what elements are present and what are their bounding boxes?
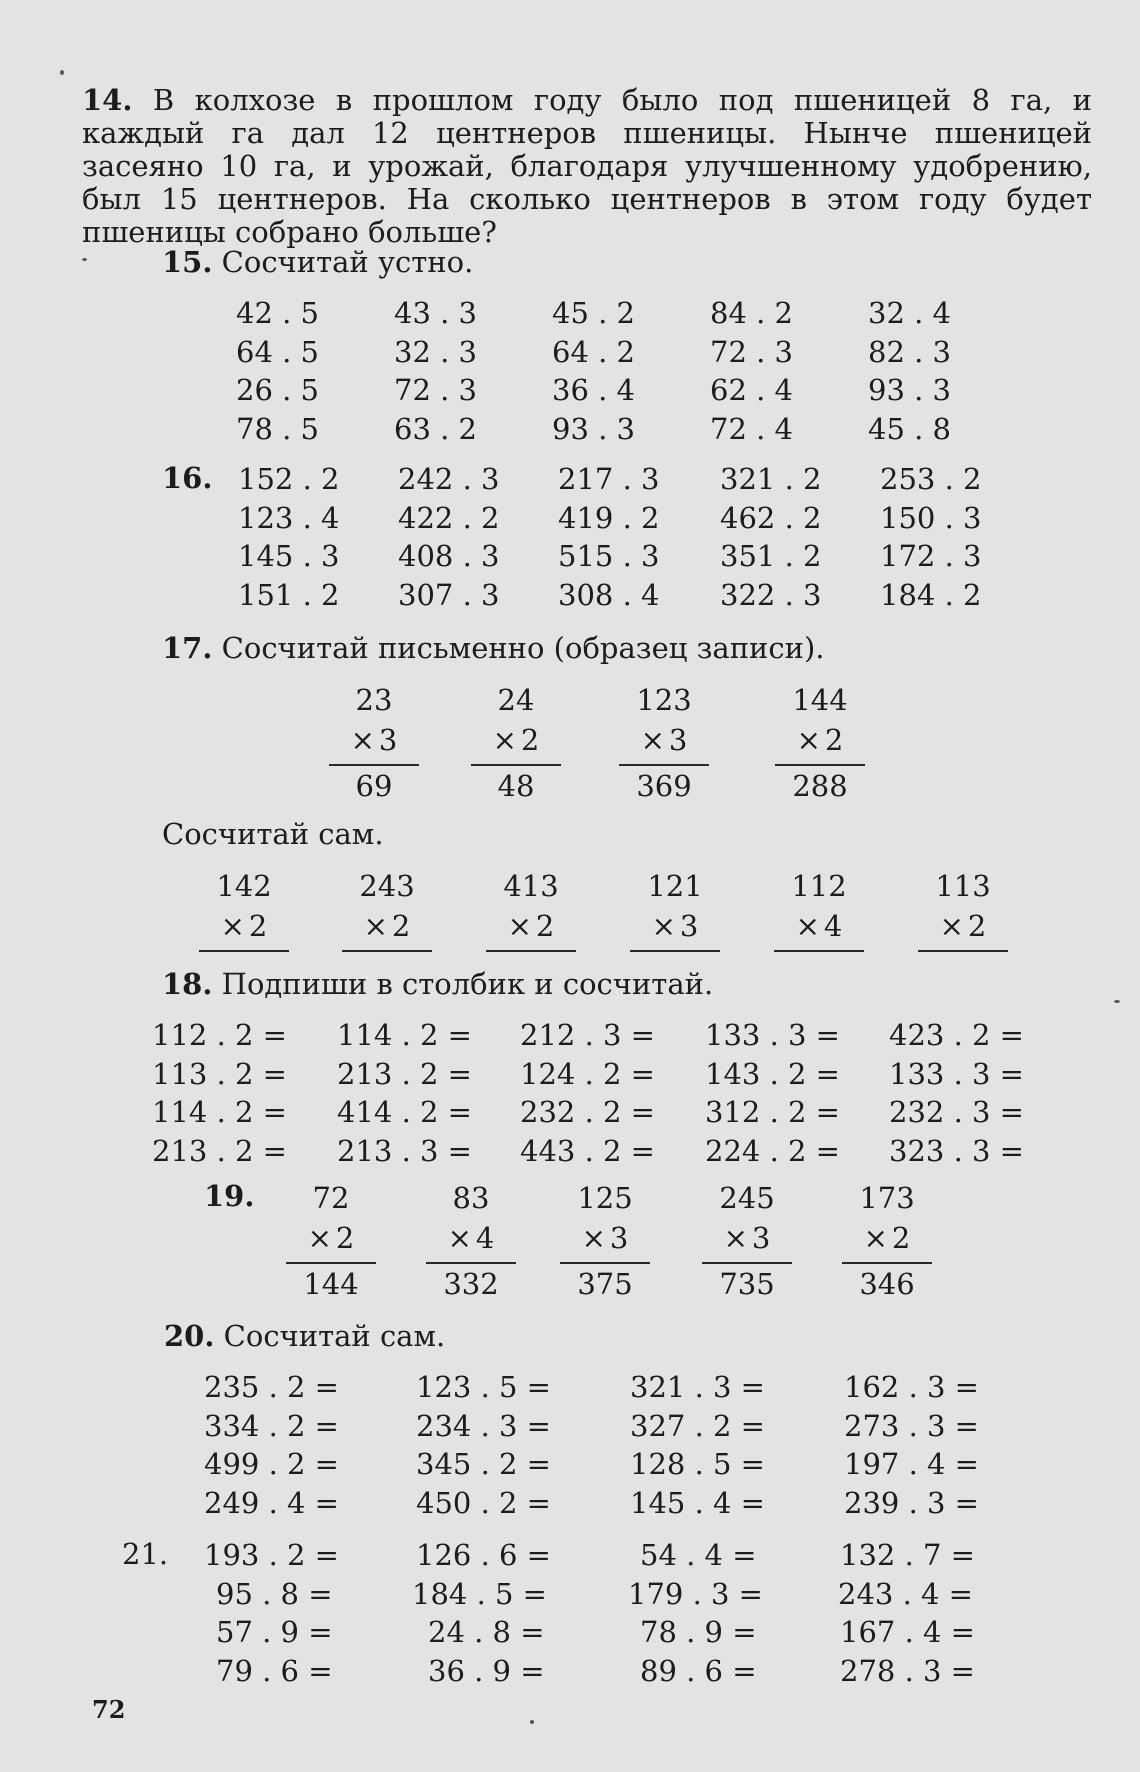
expression: 113 . 2 =	[152, 1056, 287, 1091]
multiply-sign-icon: ×	[447, 1221, 472, 1255]
multiplicand: 24	[497, 683, 535, 717]
expression: 26 . 5	[236, 373, 320, 407]
expression: 242 . 3	[398, 462, 500, 496]
expression: 224 . 2 =	[705, 1133, 840, 1168]
expression: 515 . 3	[558, 539, 660, 573]
expression: 213 . 2 =	[337, 1056, 472, 1091]
page-number: 72	[92, 1695, 126, 1724]
multiplier: 2	[520, 723, 540, 757]
expression: 123 . 5 =	[416, 1370, 551, 1404]
problem-16-number-wrap	[162, 462, 212, 495]
expression: 114 . 2 =	[337, 1018, 472, 1052]
expression: 239 . 3 =	[844, 1485, 979, 1520]
expression: 24 . 8 =	[428, 1615, 545, 1649]
product: 332	[443, 1267, 499, 1301]
expression: 72 . 4	[710, 411, 794, 446]
expression: 249 . 4 =	[204, 1485, 339, 1520]
multiplicand: 123	[636, 683, 692, 717]
expression: 112 . 2 =	[152, 1018, 287, 1052]
multiplier: 3	[668, 723, 688, 757]
problem-20-number: 20.	[164, 1319, 215, 1353]
expression: 89 . 6 =	[640, 1653, 757, 1688]
expression: 217 . 3	[558, 462, 660, 496]
expression: 334 . 2 =	[204, 1408, 339, 1443]
expression: 321 . 3 =	[630, 1370, 765, 1404]
problem-14-text: В колхозе в прошлом году было под пшеницей 8 га, и каждый га дал 12 центнеров пшеницы. Нынче пшеницей засеяно 10 га, и урожай, благодаря улучшенному удобрению, был 15 центнеров. На сколько центнеров в этом году будет пшеницы собрано больше?	[82, 83, 1092, 249]
multiplicand: 144	[792, 683, 848, 717]
expression: 450 . 2 =	[416, 1485, 551, 1520]
expression: 79 . 6 =	[216, 1653, 333, 1688]
expression: 78 . 5	[236, 411, 320, 446]
expression: 126 . 6 =	[416, 1538, 551, 1572]
multiply-sign-icon: ×	[795, 909, 820, 943]
expression: 145 . 4 =	[630, 1485, 765, 1520]
multiplicand: 125	[577, 1181, 633, 1215]
problem-17-heading	[162, 632, 824, 665]
multiplier: 2	[335, 1221, 355, 1255]
expression: 184 . 5 =	[412, 1576, 547, 1611]
result-line	[486, 950, 576, 952]
expression: 273 . 3 =	[844, 1408, 979, 1443]
expression: 114 . 2 =	[152, 1095, 287, 1129]
problem-18-title: Подпиши в столбик и сосчитай.	[221, 967, 714, 1001]
expression: 57 . 9 =	[216, 1615, 333, 1649]
multiplicand: 413	[503, 869, 559, 903]
problem-20-heading	[164, 1320, 445, 1353]
expression: 312 . 2 =	[705, 1095, 840, 1129]
problem-15-heading	[162, 246, 473, 279]
result-line	[630, 950, 720, 952]
problem-16-number: 16.	[162, 461, 213, 495]
expression: 414 . 2 =	[337, 1095, 472, 1129]
expression: 72 . 3	[710, 334, 794, 369]
multiplicand: 121	[647, 869, 703, 903]
multiplier: 3	[751, 1221, 771, 1255]
multiplicand: 113	[935, 869, 991, 903]
expression: 93 . 3	[552, 411, 636, 446]
result-line	[342, 950, 432, 952]
problem-20-title: Сосчитай сам.	[223, 1319, 446, 1353]
multiplier: 2	[248, 909, 268, 943]
expression: 193 . 2 =	[204, 1538, 339, 1572]
multiply-sign-icon: ×	[350, 723, 375, 757]
product: 346	[859, 1267, 915, 1301]
product: 288	[792, 769, 848, 803]
expression: 235 . 2 =	[204, 1370, 339, 1404]
expression: 42 . 5	[236, 296, 320, 330]
expression: 422 . 2	[398, 500, 500, 535]
problem-15-number: 15.	[162, 245, 213, 279]
print-speck	[1114, 1000, 1120, 1003]
product: 369	[636, 769, 692, 803]
expression: 253 . 2	[880, 462, 982, 496]
multiply-sign-icon: ×	[651, 909, 676, 943]
expression: 43 . 3	[394, 296, 478, 330]
multiply-sign-icon: ×	[307, 1221, 332, 1255]
multiply-sign-icon: ×	[939, 909, 964, 943]
problem-17-number: 17.	[162, 631, 213, 665]
expression: 54 . 4 =	[640, 1538, 757, 1572]
expression: 232 . 3 =	[889, 1095, 1024, 1129]
multiplicand: 112	[791, 869, 847, 903]
expression: 133 . 3 =	[889, 1056, 1024, 1091]
expression: 64 . 2	[552, 334, 636, 369]
expression: 62 . 4	[710, 373, 794, 407]
multiplicand: 23	[355, 683, 393, 717]
multiplicand: 245	[719, 1181, 775, 1215]
product: 144	[303, 1267, 359, 1301]
product: 48	[497, 769, 535, 803]
expression: 462 . 2	[720, 500, 822, 535]
expression: 152 . 2	[238, 462, 340, 496]
expression: 499 . 2 =	[204, 1447, 339, 1481]
expression: 95 . 8 =	[216, 1576, 333, 1611]
expression: 213 . 3 =	[337, 1133, 472, 1168]
print-speck	[82, 258, 87, 261]
multiply-sign-icon: ×	[723, 1221, 748, 1255]
expression: 234 . 3 =	[416, 1408, 551, 1443]
result-line	[199, 950, 289, 952]
expression: 123 . 4	[238, 500, 340, 535]
expression: 172 . 3	[880, 539, 982, 573]
expression: 351 . 2	[720, 539, 822, 573]
multiplicand: 83	[452, 1181, 490, 1215]
expression: 162 . 3 =	[844, 1370, 979, 1404]
expression: 179 . 3 =	[628, 1576, 763, 1611]
expression: 151 . 2	[238, 577, 340, 612]
expression: 321 . 2	[720, 462, 822, 496]
expression: 124 . 2 =	[520, 1056, 655, 1091]
problem-19-number: 19.	[204, 1179, 255, 1213]
expression: 63 . 2	[394, 411, 478, 446]
problem-19-number-wrap	[204, 1180, 254, 1213]
self-check-title: Сосчитай сам.	[162, 817, 384, 851]
problem-17-title: Сосчитай письменно (образец записи).	[221, 631, 825, 665]
multiplier: 4	[475, 1221, 495, 1255]
multiply-sign-icon: ×	[863, 1221, 888, 1255]
expression: 308 . 4	[558, 577, 660, 612]
multiplier: 4	[823, 909, 843, 943]
product: 375	[577, 1267, 633, 1301]
multiplier: 2	[891, 1221, 911, 1255]
expression: 423 . 2 =	[889, 1018, 1024, 1052]
multiply-sign-icon: ×	[492, 723, 517, 757]
expression: 213 . 2 =	[152, 1133, 287, 1168]
expression: 128 . 5 =	[630, 1447, 765, 1481]
multiplier: 3	[679, 909, 699, 943]
expression: 167 . 4 =	[840, 1615, 975, 1649]
expression: 327 . 2 =	[630, 1408, 765, 1443]
multiplicand: 173	[859, 1181, 915, 1215]
expression: 78 . 9 =	[640, 1615, 757, 1649]
result-line	[918, 950, 1008, 952]
multiply-sign-icon: ×	[363, 909, 388, 943]
multiplier: 2	[824, 723, 844, 757]
problem-18-heading	[162, 968, 713, 1001]
expression: 419 . 2	[558, 500, 660, 535]
expression: 32 . 4	[868, 296, 952, 330]
expression: 82 . 3	[868, 334, 952, 369]
problem-14-number: 14.	[82, 83, 133, 117]
problem-21-number-wrap	[122, 1538, 168, 1571]
multiply-sign-icon: ×	[640, 723, 665, 757]
print-speck	[60, 70, 64, 75]
expression: 443 . 2 =	[520, 1133, 655, 1168]
expression: 150 . 3	[880, 500, 982, 535]
expression: 143 . 2 =	[705, 1056, 840, 1091]
multiplier: 3	[609, 1221, 629, 1255]
problem-18-number: 18.	[162, 967, 213, 1001]
print-speck	[530, 1720, 534, 1724]
multiplicand: 142	[216, 869, 272, 903]
expression: 145 . 3	[238, 539, 340, 573]
multiply-sign-icon: ×	[220, 909, 245, 943]
expression: 133 . 3 =	[705, 1018, 840, 1052]
expression: 212 . 3 =	[520, 1018, 655, 1052]
product: 69	[355, 769, 393, 803]
multiply-sign-icon: ×	[581, 1221, 606, 1255]
expression: 243 . 4 =	[838, 1576, 973, 1611]
expression: 36 . 9 =	[428, 1653, 545, 1688]
expression: 322 . 3	[720, 577, 822, 612]
problem-15-title: Сосчитай устно.	[221, 245, 474, 279]
expression: 307 . 3	[398, 577, 500, 612]
expression: 93 . 3	[868, 373, 952, 407]
expression: 132 . 7 =	[840, 1538, 975, 1572]
expression: 72 . 3	[394, 373, 478, 407]
expression: 197 . 4 =	[844, 1447, 979, 1481]
expression: 64 . 5	[236, 334, 320, 369]
expression: 36 . 4	[552, 373, 636, 407]
multiplicand: 72	[312, 1181, 350, 1215]
expression: 323 . 3 =	[889, 1133, 1024, 1168]
expression: 184 . 2	[880, 577, 982, 612]
result-line	[774, 950, 864, 952]
expression: 345 . 2 =	[416, 1447, 551, 1481]
multiplier: 3	[378, 723, 398, 757]
expression: 278 . 3 =	[840, 1653, 975, 1688]
multiplicand: 243	[359, 869, 415, 903]
expression: 232 . 2 =	[520, 1095, 655, 1129]
expression: 84 . 2	[710, 296, 794, 330]
multiplier: 2	[391, 909, 411, 943]
expression: 45 . 2	[552, 296, 636, 330]
multiplier: 2	[535, 909, 555, 943]
multiply-sign-icon: ×	[507, 909, 532, 943]
multiplier: 2	[967, 909, 987, 943]
multiply-sign-icon: ×	[796, 723, 821, 757]
product: 735	[719, 1267, 775, 1301]
expression: 45 . 8	[868, 411, 952, 446]
problem-14	[82, 84, 1092, 249]
expression: 408 . 3	[398, 539, 500, 573]
expression: 32 . 3	[394, 334, 478, 369]
problem-21-number: 21.	[122, 1537, 169, 1571]
